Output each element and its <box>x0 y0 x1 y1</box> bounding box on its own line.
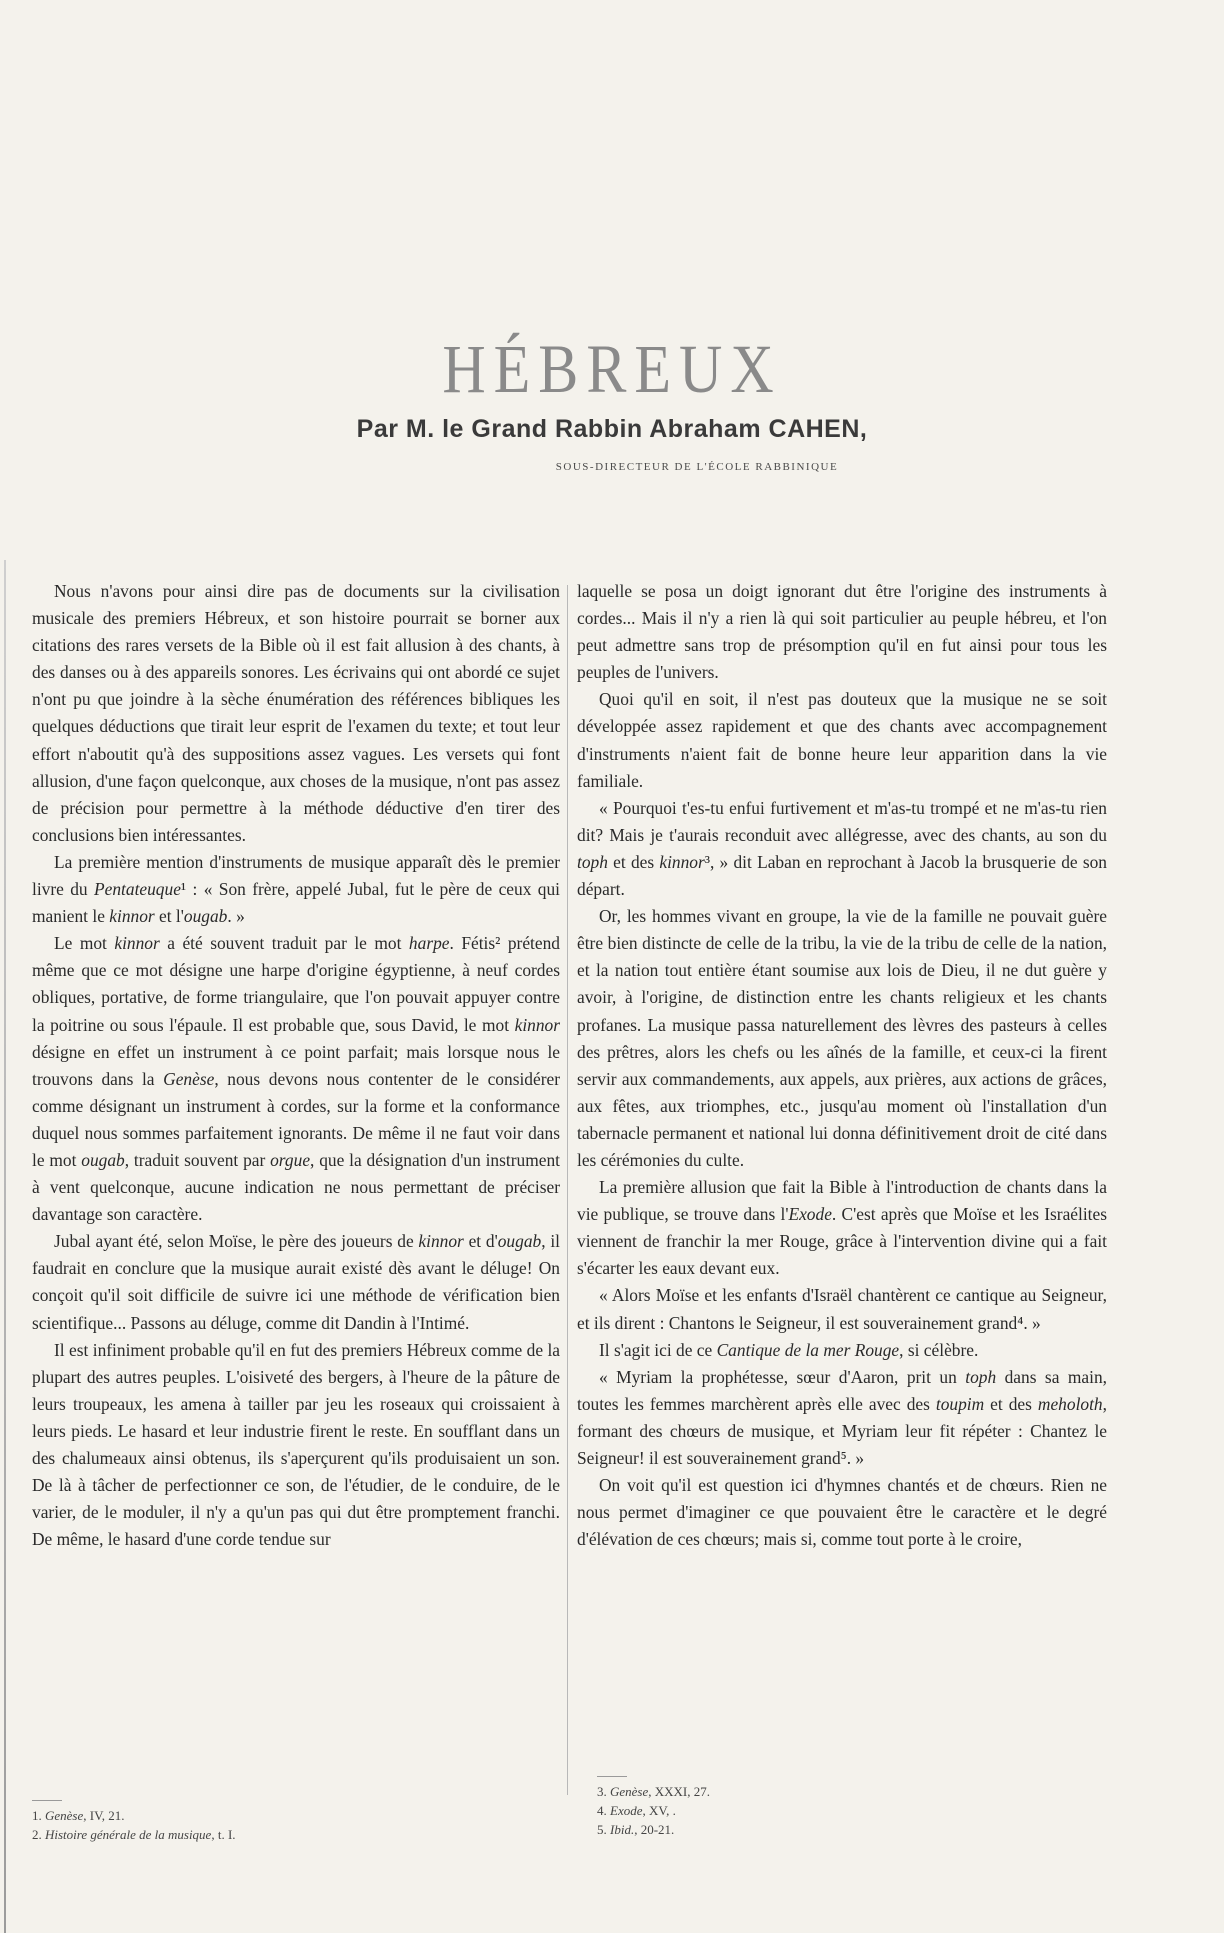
paragraph: La première mention d'instruments de musique apparaît dès le premier livre du Pentateuque¹ : « Son frère, appelé Jubal, fut le père de ceux qui manient le kinnor et l'ougab. » <box>32 851 560 927</box>
paragraph: Jubal ayant été, selon Moïse, le père des joueurs de kinnor et d'ougab, il faudrait en conclure que la musique aurait existé dès avant le déluge! On conçoit qu'il soit difficile de suivre ici une méthode de vérification bien scientifique... Passons au déluge, comme dit Dandin à l'Intimé. <box>32 1231 560 1333</box>
footnote: 3. Genèse, XXXI, 27. <box>597 1784 711 1799</box>
paragraph: « Myriam la prophétesse, sœur d'Aaron, prit un toph dans sa main, toutes les femmes marchèrent après elle avec des toupim et des meholoth, formant des chœurs de musique, et Myriam leur fit répéter : Chantez le Seigneur! il est souverainement grand⁵. » <box>577 1366 1107 1468</box>
footnote-rule-left <box>32 1800 62 1801</box>
footnote: 4. Exode, XV, . <box>597 1803 676 1818</box>
paragraph: Quoi qu'il en soit, il n'est pas douteux que la musique ne se soit développée assez rapidement et que des chants avec accompagnement d'instruments n'aient fait de bonne heure leur apparition dans la vie familiale. <box>577 689 1107 791</box>
paragraph: Or, les hommes vivant en groupe, la vie de la famille ne pouvait guère être bien distincte de celle de la tribu, la vie de la tribu de celle de la nation, et la nation tout entière étant soumise aux lois de Dieu, il ne dut guère y avoir, à l'origine, de distinction entre les chants religieux et les chants profanes. La musique passa naturellement des lèvres des pasteurs à celles des prêtres, alors les chefs ou les aînés de la famille, et ceux-ci la firent servir aux commandements, aux appels, aux prières, aux actions de grâces, aux fêtes, aux triomphes, etc., jusqu'au moment où l'installation d'un tabernacle permanent et national lui donna définitivement droit de cité dans les cérémonies du culte. <box>577 906 1107 1170</box>
footnotes-left <box>32 1806 236 1844</box>
paragraph: Nous n'avons pour ainsi dire pas de documents sur la civilisation musicale des premiers Hébreux, et son histoire pourrait se borner aux citations des rares versets de la Bible où il est fait allusion à des chants, à des danses ou à des appareils sonores. Les écrivains qui ont abordé ce sujet n'ont pu que joindre à la sèche énumération des références bibliques les quelques déductions que tirait leur esprit de l'examen du texte; et tout leur effort n'aboutit qu'à des suppositions assez vagues. Les versets qui font allusion, d'une façon quelconque, aux choses de la musique, n'ont pas assez de précision pour permettre à la méthode déductive d'en tirer des conclusions bien intéressantes. <box>32 581 560 845</box>
footnotes-right <box>597 1782 710 1839</box>
paragraph: « Pourquoi t'es-tu enfui furtivement et m'as-tu trompé et ne m'as-tu rien dit? Mais je t'aurais reconduit avec allégresse, avec des chants, au son du toph et des kinnor³, » dit Laban en reprochant à Jacob la brusquerie de son départ. <box>577 797 1107 900</box>
author-byline: Par M. le Grand Rabbin Abraham CAHEN, <box>356 415 868 443</box>
author-subtitle: SOUS-DIRECTEUR DE L'ÉCOLE RABBINIQUE <box>555 461 839 473</box>
paragraph: On voit qu'il est question ici d'hymnes chantés et de chœurs. Rien ne nous permet d'imaginer ce que pouvaient être le caractère et le degré d'élévation de ces chœurs; mais si, comme tout porte à le croire, <box>577 1475 1107 1550</box>
footnote: 1. Genèse, IV, 21. <box>32 1808 125 1823</box>
right-text-column <box>577 578 1107 1553</box>
paragraph: « Alors Moïse et les enfants d'Israël chantèrent ce cantique au Seigneur, et ils dirent : Chantons le Seigneur, il est souverainement grand⁴. » <box>577 1285 1107 1333</box>
paragraph: La première allusion que fait la Bible à l'introduction de chants dans la vie publique, se trouve dans l'Exode. C'est après que Moïse et les Israélites viennent de franchir la mer Rouge, grâce à l'intervention divine qui a fait s'écarter les eaux devant eux. <box>577 1177 1107 1279</box>
footnote: 5. Ibid., 20-21. <box>597 1822 675 1837</box>
footnote: 2. Histoire générale de la musique, t. I. <box>32 1827 236 1842</box>
footnote-rule-right <box>597 1776 627 1777</box>
page-title: HÉBREUX <box>442 330 782 407</box>
page-edge-shadow <box>4 560 6 1933</box>
paragraph: Il s'agit ici de ce Cantique de la mer Rouge, si célèbre. <box>599 1339 979 1360</box>
left-text-column <box>32 578 560 1553</box>
paragraph: Le mot kinnor a été souvent traduit par le mot harpe. Fétis² prétend même que ce mot désigne une harpe d'origine égyptienne, à neuf cordes obliques, portative, de forme triangulaire, que l'on pouvait appuyer contre la poitrine ou sous l'épaule. Il est probable que, sous David, le mot kinnor désigne en effet un instrument à ce point parfait; mais lorsque nous le trouvons dans la Genèse, nous devons nous contenter de le considérer comme désignant un instrument à cordes, sur la forme et la conformance duquel nous sommes parfaitement ignorants. De même il ne faut voir dans le mot ougab, traduit souvent par orgue, que la désignation d'un instrument à vent quelconque, aucune indication ne nous permettant de préciser davantage son caractère. <box>32 933 561 1225</box>
column-divider <box>567 585 568 1795</box>
paragraph: Il est infiniment probable qu'il en fut des premiers Hébreux comme de la plupart des autres peuples. L'oisiveté des bergers, à l'heure de la pâture de leurs troupeaux, les amena à tailler par jeu les roseaux qui croissaient à leurs pieds. Le hasard et leur industrie firent le reste. En soufflant dans un des chalumeaux ainsi obtenus, ils s'aperçurent qu'ils produisaient un son. De là à tâcher de perfectionner ce son, de l'étudier, de le conduire, de le varier, de le moduler, il n'y a qu'un pas qui dut être promptement franchi. De même, le hasard d'une corde tendue sur <box>32 1339 560 1550</box>
paragraph: laquelle se posa un doigt ignorant dut être l'origine des instruments à cordes... Mais il n'y a rien là qui soit particulier au peuple hébreu, et l'on peut admettre sans trop de présomption qu'il en fut ainsi pour tous les peuples de l'univers. <box>577 581 1107 683</box>
